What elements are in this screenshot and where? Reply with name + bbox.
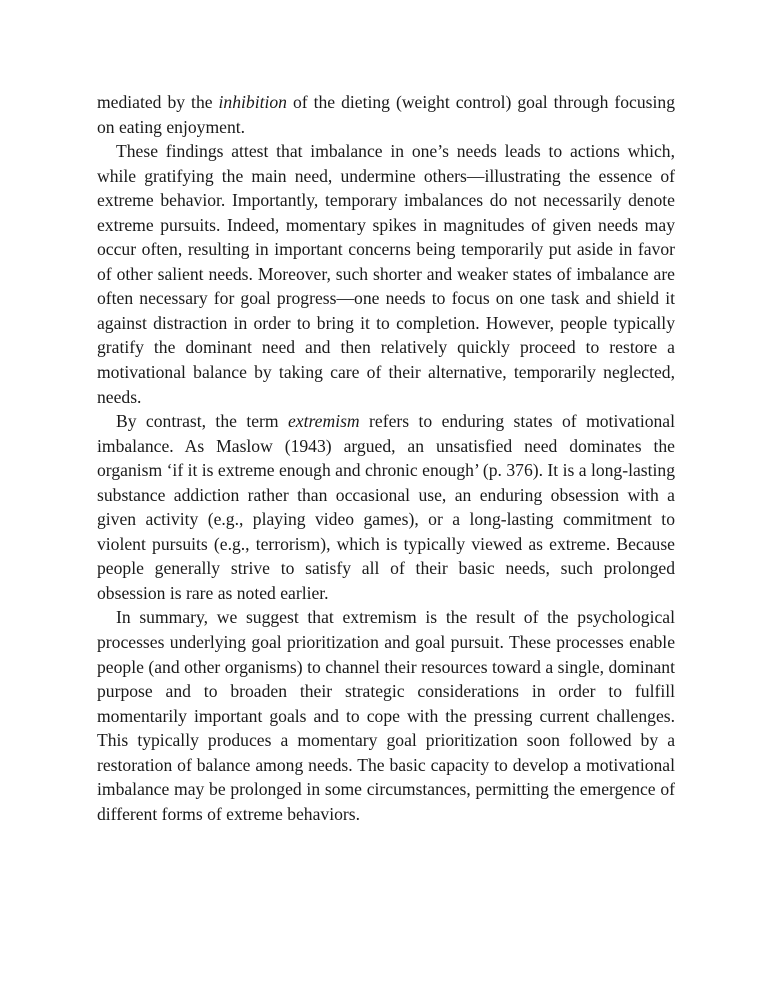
paragraph-3-text: By contrast, the term [116,411,288,432]
paragraph-3-emphasis: extremism [287,411,360,432]
paragraph-2 [97,139,675,409]
paragraph-4 [97,605,675,826]
paragraph-3 [97,409,675,605]
paragraph-1-text: mediated by the [97,92,219,112]
paragraph-1-emphasis: inhibition [218,92,287,112]
paragraph-3-text-end: refers to enduring states of motivational imbalance. As Maslow (1943) argued, an unsatisfied need dominates the organism ‘if it is extreme enough and chronic enough’ (p. 376). It is a long-lasting substance addiction rather than occasional use, an enduring obsession with a given activity (e.g., playing video games), or a long-lasting commitment to violent pursuits (e.g., terrorism), which is typically viewed as extreme. Because people generally strive to satisfy all of their basic needs, such prolonged obsession is rare as noted earlier. [97,411,676,603]
document-page [97,90,675,826]
paragraph-2-text: These findings attest that imbalance in one’s needs leads to actions which, while gratifying the main need, undermine others—illustrating the essence of extreme behavior. Importantly, temporary imbalances do not necessarily denote extreme pursuits. Indeed, momentary spikes in magnitudes of given needs may occur often, resulting in important concerns being temporarily put aside in favor of other salient needs. Moreover, such shorter and weaker states of imbalance are often necessary for goal progress—one needs to focus on one task and shield it against distraction in order to bring it to completion. However, people typically gratify the dominant need and then relatively quickly proceed to restore a motivational balance by taking care of their alternative, temporarily neglected, needs. [97,141,675,407]
paragraph-1 [97,90,675,139]
paragraph-1-text-end: of the dieting (weight control) goal through focusing on eating enjoyment. [97,92,675,137]
paragraph-4-text: In summary, we suggest that extremism is the result of the psychological processes underlying goal prioritization and goal pursuit. These processes enable people (and other organisms) to channel their resources toward a single, dominant purpose and to broaden their strategic considerations in order to fulfill momentarily important goals and to cope with the pressing current challenges. This typically produces a momentary goal prioritization soon followed by a restoration of balance among needs. The basic capacity to develop a motivational imbalance may be prolonged in some circumstances, permitting the emergence of different forms of extreme behaviors. [97,607,675,824]
